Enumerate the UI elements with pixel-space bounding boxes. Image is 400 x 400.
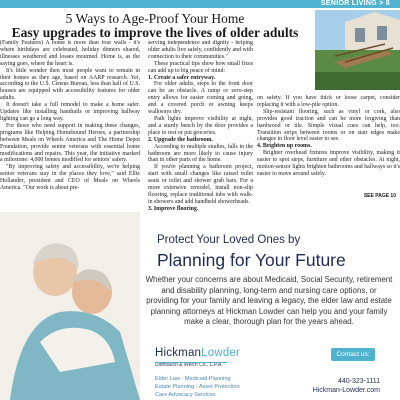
section-header-bar [0,0,400,8]
contact-us-button[interactable]: Contact us: [331,348,375,361]
paragraph: on safety. If you have thick or loose carpet, consider replacing it with a low-pile option. [257,95,400,108]
continued-see-page: SEE PAGE 10 [363,193,396,199]
service-item: Estate Planning · Asset Protection [155,384,240,390]
paragraph: Brighter overhead fixtures improve visibility, making it easier to spot steps, furniture and other obstacles. At night, motion-sensor lights brighten bathrooms and hallways so it's easier to move around safely. [257,150,400,177]
website-link[interactable]: Hickman-Lowder.com [312,387,380,394]
services-list [155,375,240,399]
paragraph: serving independence and dignity - helping older adults live safely, confidently and with connection to their communities." [148,40,253,60]
tip-heading: 4. Brighten up rooms. [257,143,312,150]
paragraph: For those who need support in making these changes, programs like Helping Homebound Heroes, a partnership between Meals on Wheels America and The Home Depot Foundation, provide senior veterans with essential home modifications and repairs. This year, the initiative marked a milestone: 4,000 homes modified for seniors' safety. [0,122,140,164]
paragraph: "By improving safety and accessibility, we're helping senior veterans stay in the places they love," said Ellie Hollander, president and CEO of Meals on Wheels America. "Our work is about pre- [0,164,140,192]
ad-title-line-2: Planning for Your Future [157,250,346,270]
logo-word-1: Hickman [155,347,202,359]
paragraph: It doesn't take a full remodel to make a home safer. Updates like installing handrails or improving hallway lighting can go a long way. [0,102,140,122]
article-column-2 [148,40,253,235]
ad-body-text: Whether your concerns are about Medicaid, Social Security, retirement and disability planning, long-term and nursing care options, or providing for your family and leaving a legacy, the elder law and estate planning attorneys at Hickman Lowder can help you and your family make a clear, thorough plan for the years ahead. [145,275,393,327]
phone-number-link[interactable]: 440-323-1111 [337,378,380,385]
logo-word-2: Lowder [201,347,241,359]
article-subheadline: Easy upgrades to improve the lives of older adults [11,25,299,40]
article-headline: 5 Ways to Age-Proof Your Home [65,11,245,26]
paragraph: If you're planning a bathroom project, start with small changes like raised toilet seats or toilet and shower grab bars. For a more extensive remodel, install non-slip flooring, replace traditional tubs with walk-in showers and add handheld showerheads. [148,164,253,205]
couple-photo [0,212,140,400]
section-tag: SENIOR LIVING > 8 [320,0,390,7]
paragraph: (Family Features) A home is more than four walls - it's where birthdays are celebrated, holiday dinners shared, illnesses weathered and losses mourned. Home is, as the saying goes, where the heart is. [0,40,140,67]
paragraph: It's little wonder then most people want to remain in their homes as they age, based on AARP research. Yet, according to the U.S. Census Bureau, less than half of U.S. houses are equipped with accessibility features for older adults. [0,67,140,102]
paragraph: These practical tips show how small fixes can add up to big peace of mind: [148,60,253,74]
logo-underline [155,362,227,363]
article-column-1 [0,40,140,235]
couple-illustration [0,212,140,400]
article-column-3 [257,95,400,195]
house-ramp-photo [315,10,400,90]
tip-heading: 1. Create a safer entryway. [148,74,216,81]
service-item: Care Advocacy Services [155,392,216,398]
tip-heading: 3. Improve flooring. [148,205,199,212]
tip-heading: 2. Upgrade the bathroom. [148,136,213,143]
service-item: Elder Law · Medicaid Planning [155,376,231,382]
hickman-lowder-logo [155,347,240,368]
advertisement [0,212,400,400]
paragraph: For older adults, steps to the front door can be an obstacle. A ramp or zero-step entry allows for easier coming and going, and a covered porch or awning keeps walkways dry. [148,81,253,116]
paragraph: Path lights improve visibility at night, and a sturdy bench by the door provides a place to rest or put groceries. [148,115,253,136]
ad-title-line-1: Protect Your Loved Ones by [157,234,301,246]
logo-subtitle: Uldrbauch & Welch Co., L.P.A. [155,362,223,368]
paragraph: Slip-resistant flooring, such as vinyl or cork, also provides good traction and can be more forgiving than hardwood or tile. Simple visual cues can help, too. Transition strips between rooms or on stair edges make changes in floor level easier to see. [257,108,400,143]
house-ramp-illustration [315,10,400,90]
paragraph: According to multiple studies, falls in the bathroom are more likely to cause injury than in other parts of the home. [148,143,253,164]
